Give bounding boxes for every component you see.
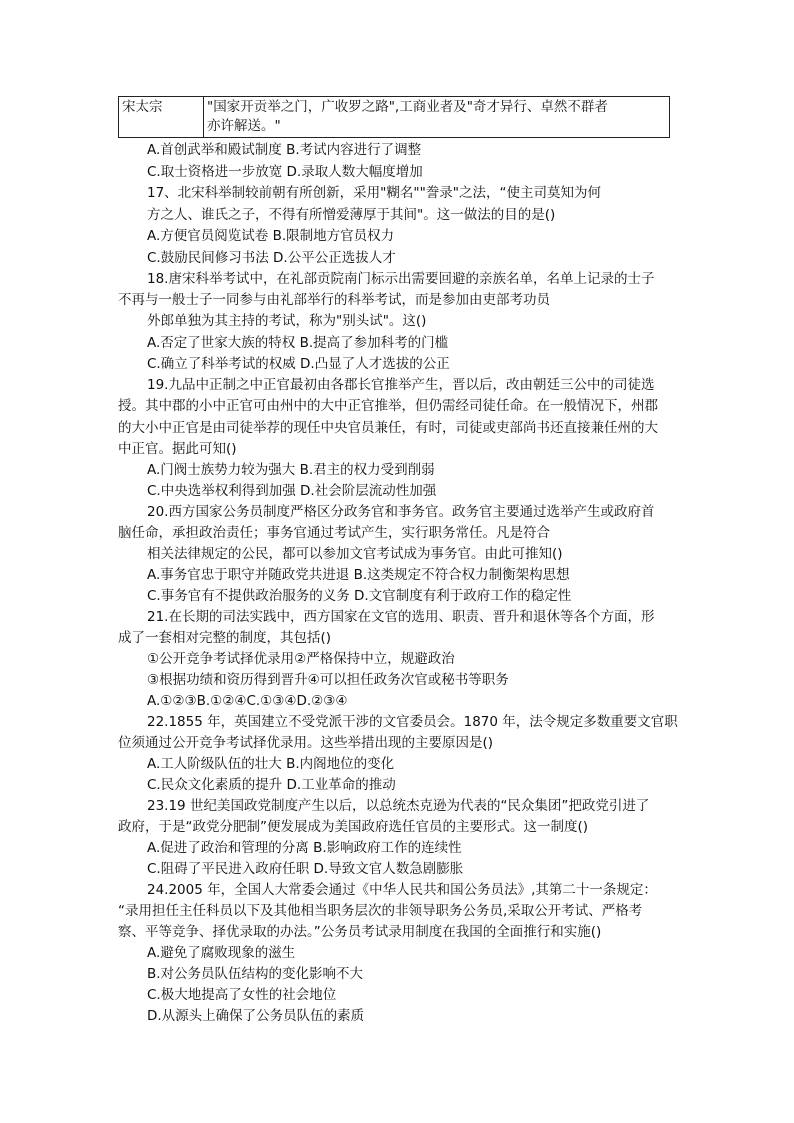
q18-stem-line-1: 18.唐宋科举考试中，在礼部贡院南门标示出需要回避的亲族名单，名单上记录的士子 (147, 271, 655, 287)
q21-items-1-2: ①公开竞争考试择优录用②严格保持中立，规避政治 (147, 651, 455, 667)
q17-options-ab: A.方便官员阅览试卷 B.限制地方官员权力 (147, 228, 395, 244)
q24-option-d: D.从源头上确保了公务员队伍的素质 (147, 1008, 365, 1024)
q22-stem-line-1: 22.1855 年，英国建立不受党派干涉的文官委员会。1870 年，法令规定多数重要文官职 (147, 714, 678, 730)
q20-stem-line-2: 脑任命，承担政治责任；事务官通过考试产生，实行职务常任。凡是符合 (118, 525, 550, 541)
table-cell-quote (204, 97, 670, 138)
q19-options-cd: C.中央选举权利得到加强 D.社会阶层流动性加强 (147, 483, 437, 499)
q21-stem-line-2: 成了一套相对完整的制度，其包括() (118, 630, 332, 646)
q17-stem-line-2: 方之人、谁氏之子，不得有所憎爱薄厚于其间"。这一做法的目的是() (147, 207, 556, 223)
q19-stem-line-4: 中正官。据此可知() (118, 441, 237, 457)
q20-stem-line-3: 相关法律规定的公民，都可以参加文官考试成为事务官。由此可推知() (147, 546, 563, 562)
q24-option-b: B.对公务员队伍结构的变化影响不大 (147, 966, 364, 982)
q24-stem-line-2: “录用担任主任科员以下及其他相当职务层次的非领导职务公务员,采取公开考试、严格考 (118, 903, 643, 919)
q21-stem-line-1: 21.在长期的司法实践中，西方国家在文官的选用、职责、晋升和退休等各个方面，形 (147, 609, 655, 625)
q23-options-ab: A.促进了政治和管理的分离 B.影响政府工作的连续性 (147, 840, 462, 856)
quote-line-1: "国家开贡举之门，广收罗之路",工商业者及"奇才异行、卓然不群者 (207, 99, 608, 115)
table-row (119, 97, 670, 138)
q21-items-3-4: ③根据功绩和资历得到晋升④可以担任政务次官或秘书等职务 (147, 672, 509, 688)
q19-stem-line-2: 授。其中郡的小中正官可由州中的大中正官推举，但仍需经司徒任命。在一般情况下，州郡 (118, 398, 658, 414)
q23-stem-line-1: 23.19 世纪美国政党制度产生以后，以总统杰克逊为代表的“民众集团”把政党引进了 (147, 798, 650, 814)
q19-stem-line-3: 的大小中正官是由司徒举荐的现任中央官员兼任，有时，司徒或吏部尚书还直接兼任州的大 (118, 420, 658, 436)
q22-options-ab: A.工人阶级队伍的壮大 B.内阁地位的变化 (147, 756, 395, 772)
q18-options-cd: C.确立了科举考试的权威 D.凸显了人才选拔的公正 (147, 356, 450, 372)
q24-option-c: C.极大地提高了女性的社会地位 (147, 987, 337, 1003)
q17-options-cd: C.鼓励民间修习书法 D.公平公正选拔人才 (147, 250, 396, 266)
q17-stem-line-1: 17、北宋科举制较前朝有所创新，采用"糊名""誊录"之法，“使主司莫知为何 (147, 185, 602, 201)
q18-stem-line-3: 外郎单独为其主持的考试，称为"别头试"。这() (147, 313, 427, 329)
q20-options-ab: A.事务官忠于职守并随政党共进退 B.这类规定不符合权力制衡架构思想 (147, 567, 570, 583)
q20-options-cd: C.事务官有不提供政治服务的义务 D.文官制度有利于政府工作的稳定性 (147, 588, 572, 604)
q16-options-cd: C.取士资格进一步放宽 D.录取人数大幅度增加 (147, 164, 423, 180)
q24-stem-line-1: 24.2005 年，全国人大常委会通过《中华人民共和国公务员法》,其第二十一条规定： (147, 882, 657, 898)
q21-options: A.①②③B.①②④C.①③④D.②③④ (147, 693, 348, 709)
quote-line-2: 亦许解送。" (207, 118, 281, 134)
table-cell-emperor (119, 97, 204, 138)
q24-option-a: A.避免了腐败现象的滋生 (147, 945, 296, 961)
q23-stem-line-2: 政府，于是“政党分肥制”便发展成为美国政府选任官员的主要形式。这一制度() (118, 819, 589, 835)
q22-stem-line-2: 位须通过公开竞争考试择优录用。这些举措出现的主要原因是() (118, 735, 494, 751)
q18-options-ab: A.否定了世家大族的特权 B.提高了参加科考的门槛 (147, 335, 449, 351)
q20-stem-line-1: 20.西方国家公务员制度严格区分政务官和亊务官。政务官主要通过选举产生或政府首 (147, 504, 655, 520)
q22-options-cd: C.民众文化素质的提升 D.工业革命的推动 (147, 777, 396, 793)
q24-stem-line-3: 察、平等竞争、择优录取的办法。”公务员考试录用制度在我国的全面推行和实施() (118, 924, 602, 940)
q16-options-ab: A.首创武举和殿试制度 B.考试内容进行了调整 (147, 142, 422, 158)
q19-options-ab: A.门阀士族势力较为强大 B.君主的权力受到削弱 (147, 462, 435, 478)
emperor-name: 宋太宗 (122, 99, 163, 115)
quote-table (118, 96, 670, 138)
q23-options-cd: C.阻碍了平民进入政府任职 D.导致文官人数急剧膨胀 (147, 861, 464, 877)
q18-stem-line-2: 不再与一般士子一同参与由礼部举行的科举考试，而是参加由吏部考功员 (118, 292, 550, 308)
q19-stem-line-1: 19.九品中正制之中正官最初由各郡长官推举产生，晋以后，改由朝廷三公中的司徒选 (147, 377, 655, 393)
